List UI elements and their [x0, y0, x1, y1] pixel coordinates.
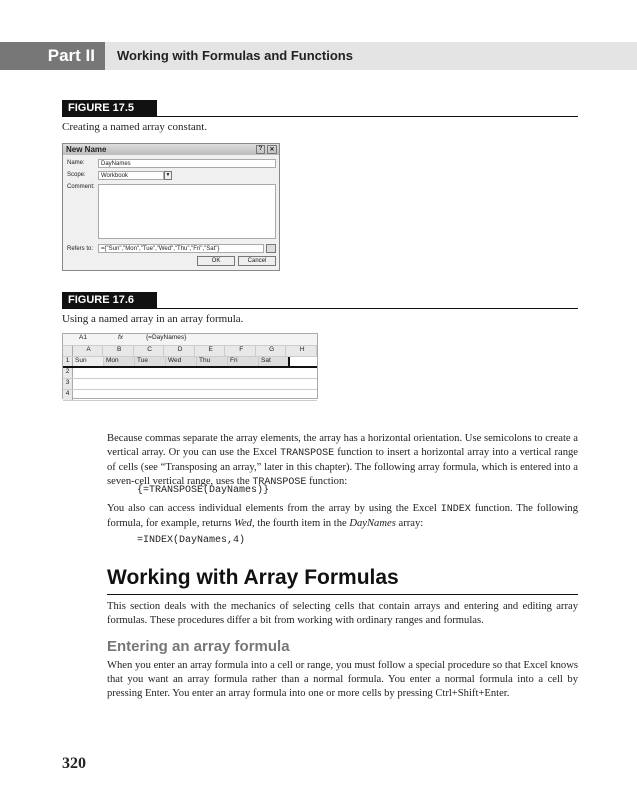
name-field[interactable]: DayNames	[98, 159, 276, 168]
cell[interactable]: Fri	[228, 357, 259, 366]
section-heading: Working with Array Formulas	[107, 566, 399, 589]
column-header[interactable]: G	[256, 346, 287, 356]
dialog-title: New Name	[66, 145, 107, 154]
spreadsheet	[62, 333, 318, 399]
figure-caption: Creating a named array constant.	[62, 121, 208, 133]
cell[interactable]: Sat	[259, 357, 290, 366]
code-example: =INDEX(DayNames,4)	[137, 535, 246, 546]
cell[interactable]: Mon	[104, 357, 135, 366]
scope-select[interactable]: Workbook	[98, 171, 164, 180]
collapse-icon[interactable]	[266, 244, 276, 253]
cell[interactable]: Thu	[197, 357, 228, 366]
ok-button[interactable]: OK	[197, 256, 235, 266]
column-header[interactable]: F	[225, 346, 256, 356]
cell[interactable]: Wed	[166, 357, 197, 366]
row-header[interactable]: 2	[63, 368, 73, 378]
cell[interactable]: Sun	[73, 357, 104, 366]
formula-bar[interactable]: {=DayNames}	[146, 334, 187, 341]
new-name-dialog	[62, 143, 280, 271]
cell[interactable]: Tue	[135, 357, 166, 366]
name-box[interactable]: A1	[79, 334, 87, 341]
page-number: 320	[62, 755, 86, 772]
figure-label: FIGURE 17.5	[62, 100, 157, 116]
code-example: {=TRANSPOSE(DayNames)}	[137, 485, 270, 496]
close-button[interactable]: ✕	[267, 145, 277, 154]
column-header[interactable]: D	[164, 346, 195, 356]
scope-label: Scope:	[67, 172, 86, 178]
row-header[interactable]: 3	[63, 379, 73, 389]
column-header[interactable]: C	[134, 346, 165, 356]
subsection-heading: Entering an array formula	[107, 638, 290, 655]
select-all[interactable]	[63, 346, 73, 356]
part-label: Part II	[0, 42, 105, 70]
divider	[62, 116, 578, 117]
figure-caption: Using a named array in an array formula.	[62, 313, 244, 325]
comment-field[interactable]	[98, 184, 276, 239]
chevron-down-icon[interactable]: ▼	[165, 172, 171, 178]
comment-label: Comment:	[67, 184, 95, 190]
refers-to-field[interactable]: ={"Sun","Mon","Tue","Wed","Thu","Fri","Sat"}	[98, 244, 264, 253]
cancel-button[interactable]: Cancel	[238, 256, 276, 266]
figure-label: FIGURE 17.6	[62, 292, 157, 308]
column-header[interactable]: E	[195, 346, 226, 356]
dialog-titlebar	[63, 144, 279, 155]
divider	[107, 594, 578, 595]
column-header[interactable]: H	[286, 346, 317, 356]
paragraph: Because commas separate the array elements, the array has a horizontal orientation. Use semicolons to create a vertical array. Or you can use the Excel TRANSPOSE function to insert a horizontal array into a vertical range of cells (see “Transposing an array,” later in this chapter). The following array formula, which is entered into a seven-cell vertical range, uses the TRANSPOSE function:	[107, 433, 578, 488]
paragraph: When you enter an array formula into a cell or range, you must follow a special procedure so that Excel knows that you want an array formula rather than a normal formula. You enter a normal formula into a cell by pressing Enter. You enter an array formula into one or more cells by pressing Ctrl+Shift+Enter.	[107, 660, 578, 699]
row-header[interactable]: 1	[63, 357, 73, 366]
column-header[interactable]: B	[103, 346, 134, 356]
column-header[interactable]: A	[73, 346, 104, 356]
refers-to-label: Refers to:	[67, 246, 94, 252]
help-button[interactable]: ?	[256, 145, 265, 154]
fx-icon[interactable]: fx	[118, 334, 124, 341]
header-title: Working with Formulas and Functions	[117, 48, 353, 63]
divider	[62, 308, 578, 309]
paragraph: You also can access individual elements from the array by using the Excel INDEX function. The following formula, for example, returns Wed, the fourth item in the DayNames array:	[107, 503, 578, 529]
row-header[interactable]: 4	[63, 390, 73, 400]
name-label: Name:	[67, 160, 85, 166]
paragraph: This section deals with the mechanics of selecting cells that contain arrays and entering and editing array formulas. These procedures differ a bit from working with ordinary ranges and formulas.	[107, 601, 578, 626]
